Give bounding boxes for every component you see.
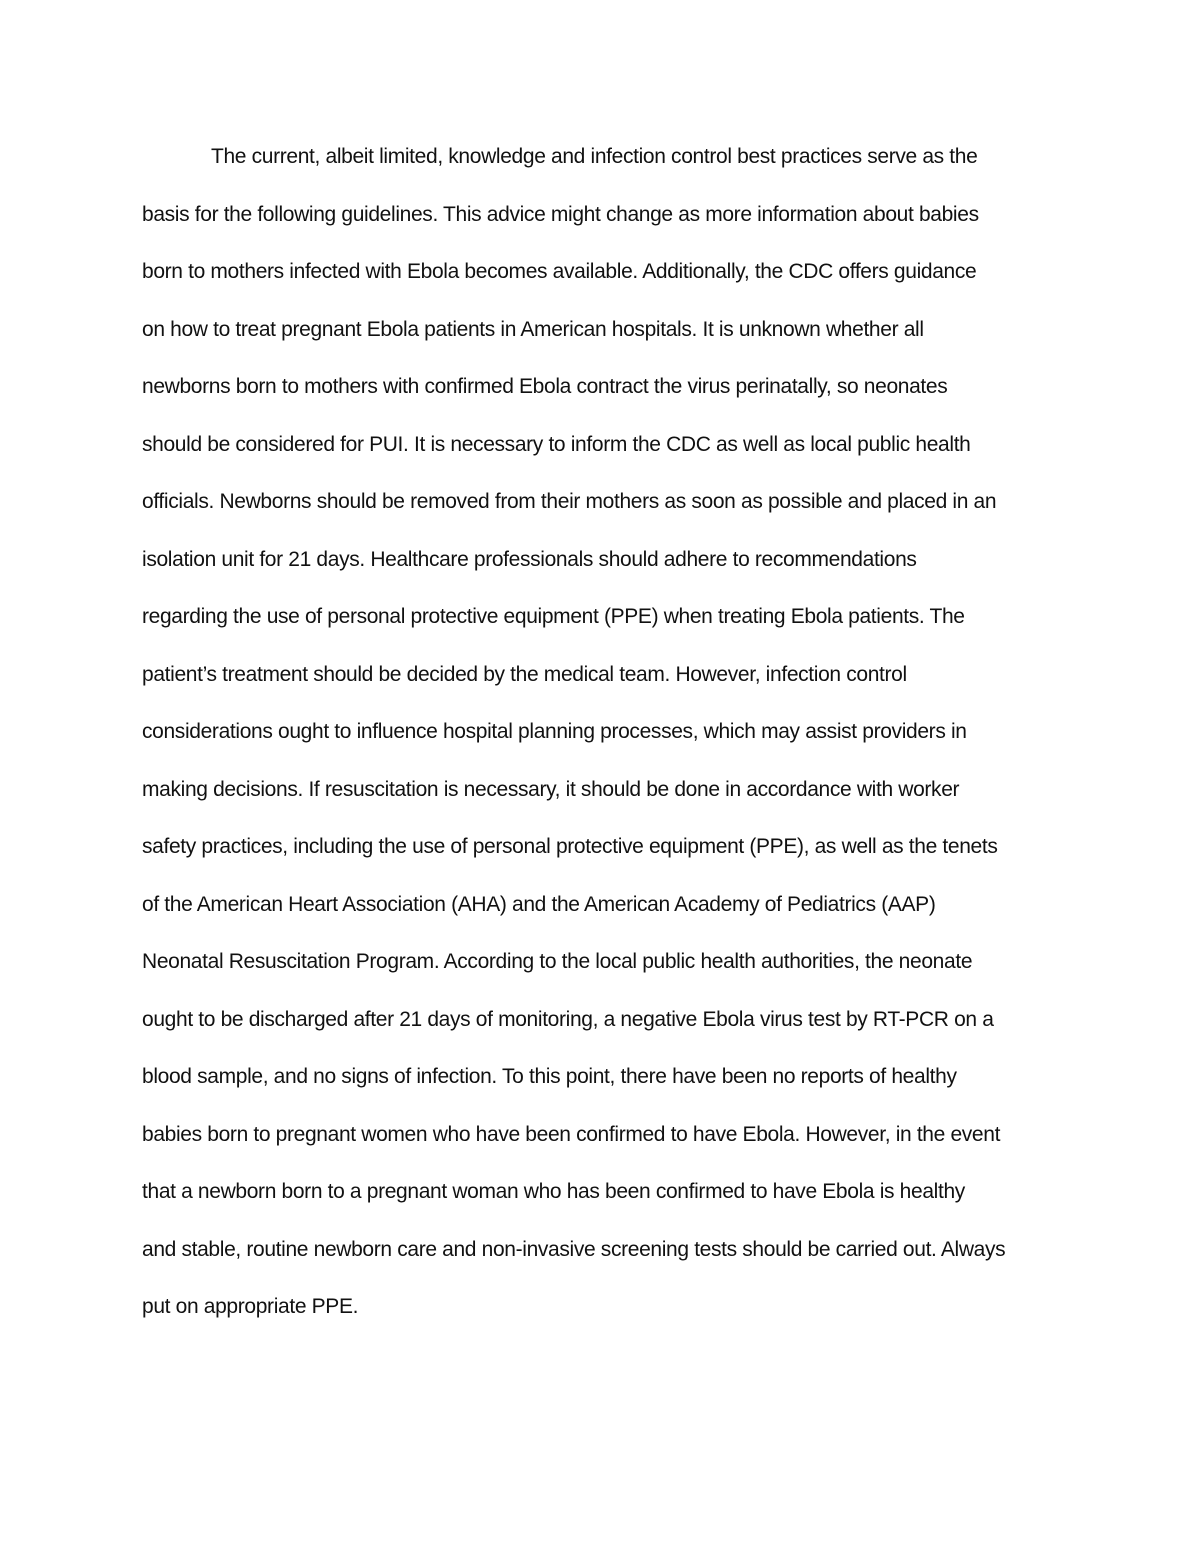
paragraph-line: The current, albeit limited, knowledge and infection control best practices serve as the <box>211 145 978 168</box>
paragraph-line: of the American Heart Association (AHA) and the American Academy of Pediatrics (AAP) <box>142 892 936 916</box>
paragraph-line: newborns born to mothers with confirmed Ebola contract the virus perinatally, so neonates <box>142 375 948 398</box>
paragraph-line: babies born to pregnant women who have been confirmed to have Ebola. However, in the event <box>142 1122 1001 1146</box>
paragraph-line: officials. Newborns should be removed from their mothers as soon as possible and placed in an <box>142 490 997 513</box>
paragraph-line: regarding the use of personal protective equipment (PPE) when treating Ebola patients. The <box>142 605 965 628</box>
paragraph-line: considerations ought to influence hospital planning processes, which may assist providers in <box>142 720 967 743</box>
paragraph-line: Neonatal Resuscitation Program. According to the local public health authorities, the neonate <box>142 950 973 973</box>
paragraph-line: blood sample, and no signs of infection. To this point, there have been no reports of healthy <box>142 1065 957 1088</box>
paragraph-line: making decisions. If resuscitation is necessary, it should be done in accordance with worker <box>142 777 960 801</box>
paragraph-line: put on appropriate PPE. <box>142 1295 359 1318</box>
paragraph-line: basis for the following guidelines. This advice might change as more information about babies <box>142 202 979 226</box>
paragraph-line: safety practices, including the use of personal protective equipment (PPE), as well as the tenets <box>142 835 998 858</box>
paragraph-line: patient’s treatment should be decided by the medical team. However, infection control <box>142 662 907 686</box>
paragraph-line: on how to treat pregnant Ebola patients in American hospitals. It is unknown whether all <box>142 317 924 341</box>
body-paragraph <box>142 128 1062 1336</box>
paragraph-line: that a newborn born to a pregnant woman who has been confirmed to have Ebola is healthy <box>142 1180 965 1203</box>
paragraph-line: should be considered for PUI. It is necessary to inform the CDC as well as local public health <box>142 432 971 456</box>
paragraph-line: ought to be discharged after 21 days of monitoring, a negative Ebola virus test by RT-PCR on a <box>142 1007 994 1031</box>
paragraph-line: isolation unit for 21 days. Healthcare professionals should adhere to recommendations <box>142 547 917 571</box>
paragraph-line: and stable, routine newborn care and non-invasive screening tests should be carried out. Always <box>142 1237 1006 1261</box>
paragraph-line: born to mothers infected with Ebola becomes available. Additionally, the CDC offers guidance <box>142 260 977 283</box>
